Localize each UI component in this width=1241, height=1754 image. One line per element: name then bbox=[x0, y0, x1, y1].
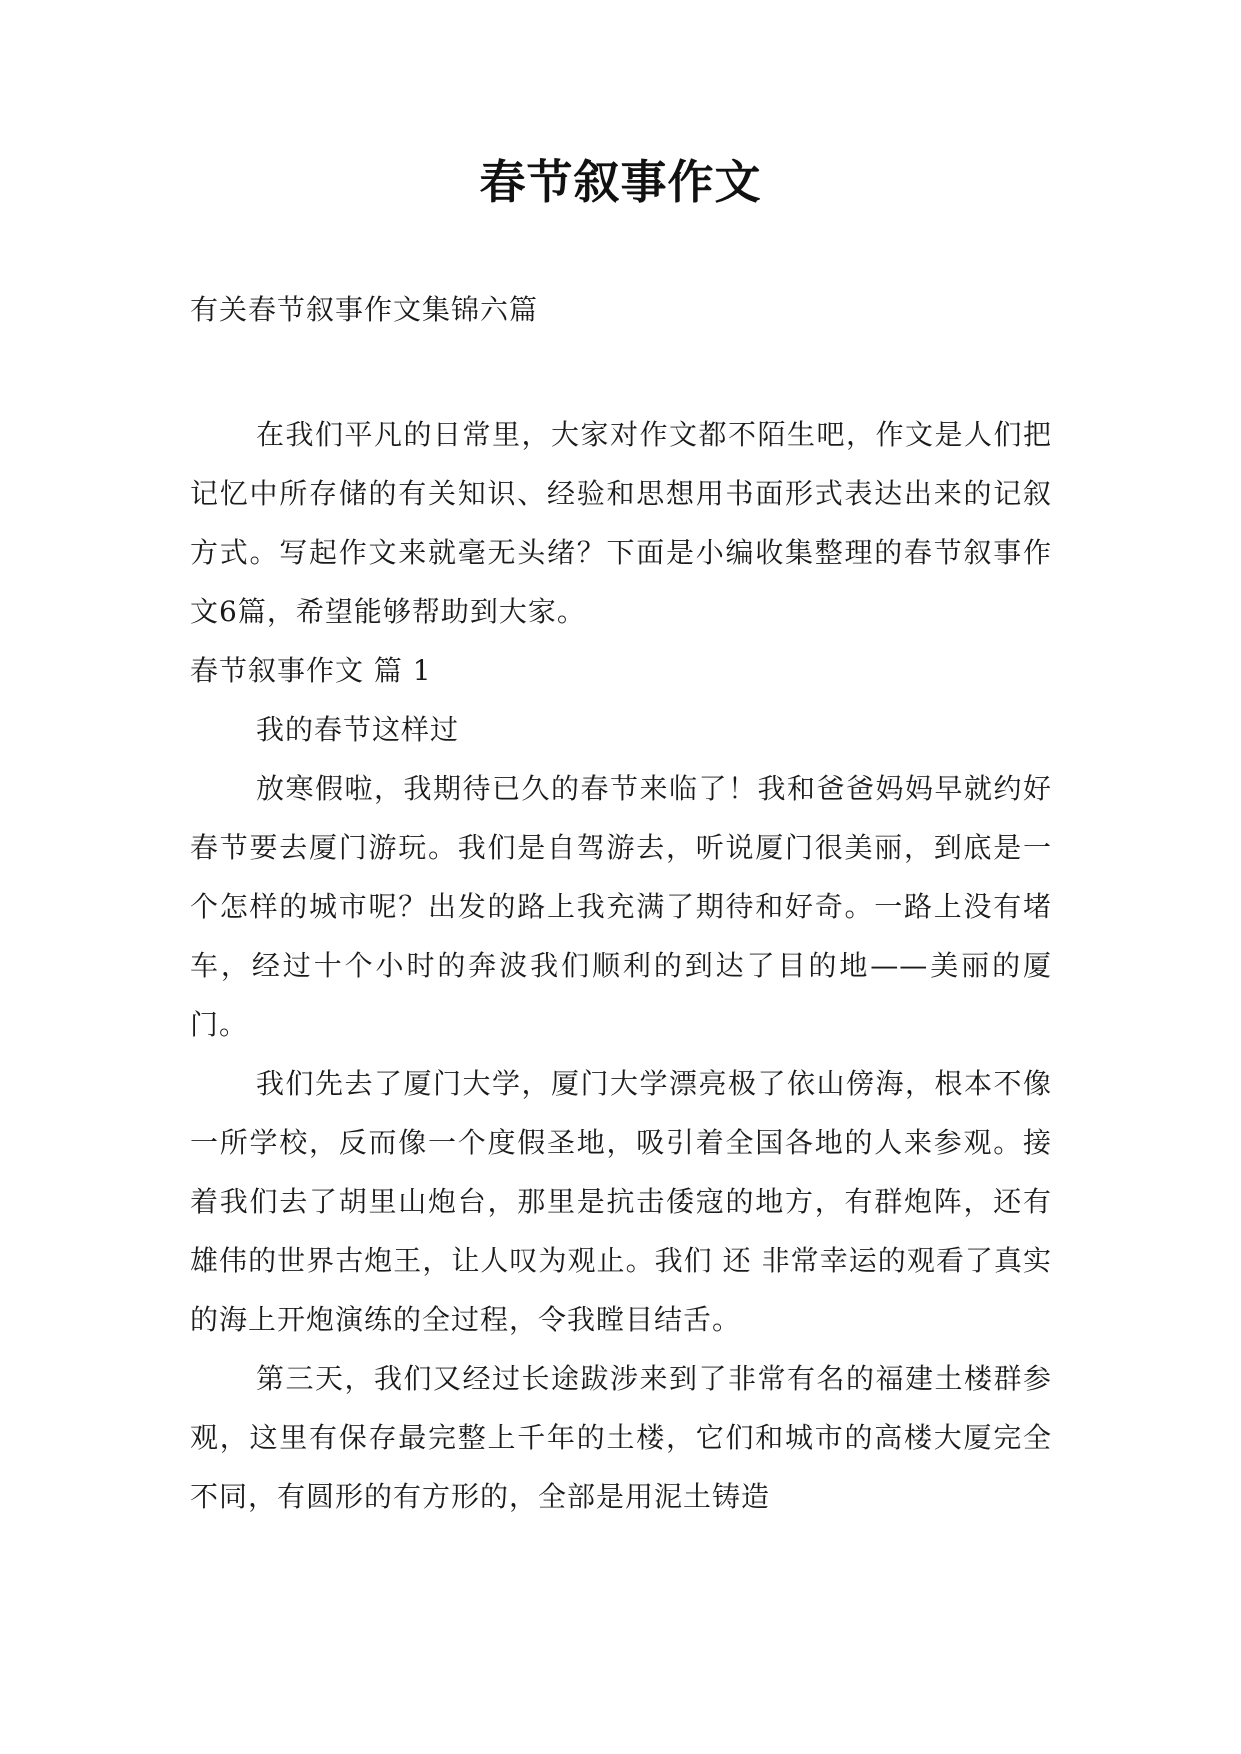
page-title: 春节叙事作文 bbox=[479, 155, 762, 209]
essay-title: 我的春节这样过 bbox=[256, 713, 460, 746]
body-paragraph: 我们先去了厦门大学，厦门大学漂亮极了依山傍海，根本不像一所学校，反而像一个度假圣地，吸引着全国各地的人来参观。接着我们去了胡里山炮台，那里是抗击倭寇的地方，有群炮阵，还有雄伟的世界古炮王，让人叹为观止。我们 还 非常幸运的观看了真实的海上开炮演练的全过程，令我瞠目结舌。 bbox=[190, 1067, 1052, 1336]
body-paragraph: 第三天，我们又经过长途跋涉来到了非常有名的福建土楼群参观，这里有保存最完整上千年的土楼，它们和城市的高楼大厦完全不同，有圆形的有方形的，全部是用泥土铸造 bbox=[190, 1362, 1052, 1513]
document-subtitle: 有关春节叙事作文集锦六篇 bbox=[190, 293, 539, 326]
document-body bbox=[190, 405, 1052, 1526]
section-heading: 春节叙事作文 篇 1 bbox=[190, 654, 432, 687]
intro-paragraph: 在我们平凡的日常里，大家对作文都不陌生吧，作文是人们把记忆中所存储的有关知识、经验和思想用书面形式表达出来的记叙方式。写起作文来就毫无头绪？下面是小编收集整理的春节叙事作文6篇，希望能够帮助到大家。 bbox=[190, 418, 1052, 628]
body-paragraph: 放寒假啦，我期待已久的春节来临了！我和爸爸妈妈早就约好春节要去厦门游玩。我们是自驾游去，听说厦门很美丽，到底是一个怎样的城市呢？出发的路上我充满了期待和好奇。一路上没有堵车，经过十个小时的奔波我们顺利的到达了目的地——美丽的厦门。 bbox=[190, 772, 1052, 1041]
